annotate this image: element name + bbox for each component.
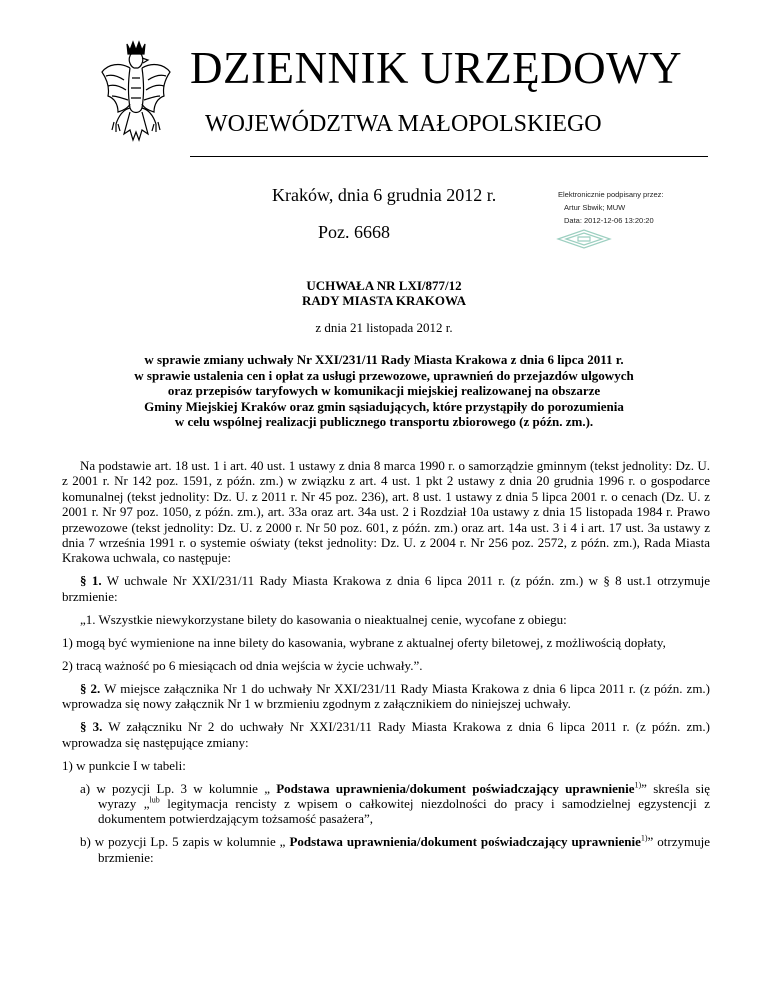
position-number: Poz. 6668 — [318, 222, 390, 242]
footnote-ref: 1) — [640, 834, 648, 844]
signature-label: Elektronicznie podpisany przez: — [558, 190, 664, 199]
section-1 — [62, 573, 710, 604]
section-3-text: W załączniku Nr 2 do uchwały Nr XXI/231/11 Rady Miasta Krakowa z dnia 6 lipca 2011 r. (z późn. zm.) wprowadza się następujące zmiany: — [62, 719, 710, 750]
closing-quote: ” — [641, 780, 647, 796]
electronic-signature — [558, 188, 728, 227]
item-b-column-name: Podstawa uprawnienia/dokument poświadczający uprawnienie — [289, 834, 641, 850]
section-3-item-a — [62, 781, 710, 827]
footnote-ref: 1) — [634, 780, 642, 790]
signature-seal-icon — [556, 228, 612, 250]
section-3 — [62, 719, 710, 750]
item-a-column-name: Podstawa uprawnienia/dokument poświadczający uprawnienie — [276, 780, 635, 796]
preamble: Na podstawie art. 18 ust. 1 i art. 40 ust. 1 ustawy z dnia 8 marca 1990 r. o samorządzie gminnym (tekst jednolity: Dz. U. z 2001 r. Nr 142 poz. 1591, z późn. zm.) w związku z art. 4 ust. 1 pkt 2 ustawy z dnia 20 grudnia 1996 r. o gospodarce komunalnej (tekst jednolity: Dz. U. z 2011 r. Nr 45 poz. 236), art. 8 ust. 1 ustawy z dnia 5 lipca 2001 r. o cenach (Dz. U. z 2001 r. Nr 97 poz. 1050, z późn. zm.), art. 33a oraz art. 34a ust. 2 i Rozdział 10a ustawy z dnia 15 listopada 1984 r. Prawo przewozowe (tekst jednolity: Dz. U. z 2000 r. Nr 50 poz. 601, z późn. zm.) oraz art. 14a ust. 3 i 4 i art. 17 ust. 3a ustawy z dnia 7 września 1991 r. o systemie oświaty (tekst jednolity: Dz. U. z 2004 r. Nr 256 poz. 2572, z późn. zm.), Rada Miasta Krakowa uchwala, co następuje: — [62, 458, 710, 566]
signature-signer: Artur Sbwik; MUW — [564, 203, 626, 212]
item-a-text: skreśla się wyrazy „ — [98, 780, 710, 812]
item-a-text: legitymacja rencisty z wpisem o całkowitej niezdolności do pracy i samodzielnej egzystencji z dokumentem potwierdzającym tożsamość pasażera”, — [98, 796, 711, 827]
resolution-number: UCHWAŁA NR LXI/877/12 — [306, 278, 462, 293]
subject-line: Gminy Miejskiej Kraków oraz gmin sąsiadujących, które przystąpiły do porozumienia — [144, 398, 624, 414]
section-1-item-2: 2) tracą ważność po 6 miesiącach od dnia wejścia w życie uchwały.”. — [62, 657, 423, 673]
item-b-text: otrzymuje brzmienie: — [98, 834, 710, 865]
journal-subtitle: WOJEWÓDZTWA MAŁOPOLSKIEGO — [205, 111, 602, 137]
resolution-subject — [60, 352, 708, 430]
subject-line: w sprawie ustalenia cen i opłat za usługi przewozowe, uprawnień do przejazdów ulgowych — [134, 367, 634, 383]
section-1-item-1: 1) mogą być wymienione na inne bilety do kasowania, wybrane z aktualnej oferty biletowej, z możliwością dopłaty, — [62, 634, 666, 650]
footnote-ref: lub — [149, 795, 160, 805]
closing-quote: ” — [647, 834, 654, 850]
subject-line: w celu wspólnej realizacji publicznego transportu zbiorowego (z późn. zm.). — [174, 414, 594, 429]
section-2-label: § 2. — [80, 680, 101, 696]
item-b-text: b) w pozycji Lp. 5 zapis w kolumnie „ — [80, 834, 290, 850]
publication-date: Kraków, dnia 6 grudnia 2012 r. — [272, 185, 497, 205]
signature-date: Data: 2012-12-06 13:20:20 — [564, 216, 654, 225]
section-2 — [62, 681, 710, 712]
header-divider — [190, 156, 708, 157]
section-2-text: W miejsce załącznika Nr 1 do uchwały Nr XXI/231/11 Rady Miasta Krakowa z dnia 6 lipca 2011 r. (z późn. zm.) wprowadza się nowy załącznik Nr 1 w brzmieniu zgodnym z załącznikiem do niniejszej uchwały. — [62, 680, 711, 712]
section-3-label: § 3. — [80, 719, 103, 735]
subject-line: w sprawie zmiany uchwały Nr XXI/231/11 Rady Miasta Krakowa z dnia 6 lipca 2011 r. — [144, 352, 624, 367]
eagle-emblem-icon — [100, 38, 172, 150]
section-1-text: W uchwale Nr XXI/231/11 Rady Miasta Krakowa z dnia 6 lipca 2011 r. (z późn. zm.) w § 8 ust.1 otrzymuje brzmienie: — [62, 573, 711, 604]
section-1-quote: „1. Wszystkie niewykorzystane bilety do kasowania o nieaktualnej cenie, wycofane z obiegu: — [80, 611, 567, 627]
section-3-item-b — [62, 834, 710, 865]
resolution-body-text — [62, 458, 710, 873]
item-a-text: a) w pozycji Lp. 3 w kolumnie „ — [80, 780, 277, 796]
resolution-date: z dnia 21 listopada 2012 r. — [315, 320, 453, 335]
section-1-label: § 1. — [80, 573, 102, 589]
journal-title: DZIENNIK URZĘDOWY — [190, 43, 683, 93]
subject-line: oraz przepisów taryfowych w komunikacji miejskiej realizowanej na obszarze — [167, 383, 601, 398]
section-3-item-1: 1) w punkcie I w tabeli: — [62, 757, 186, 773]
resolution-body: RADY MIASTA KRAKOWA — [302, 293, 466, 308]
